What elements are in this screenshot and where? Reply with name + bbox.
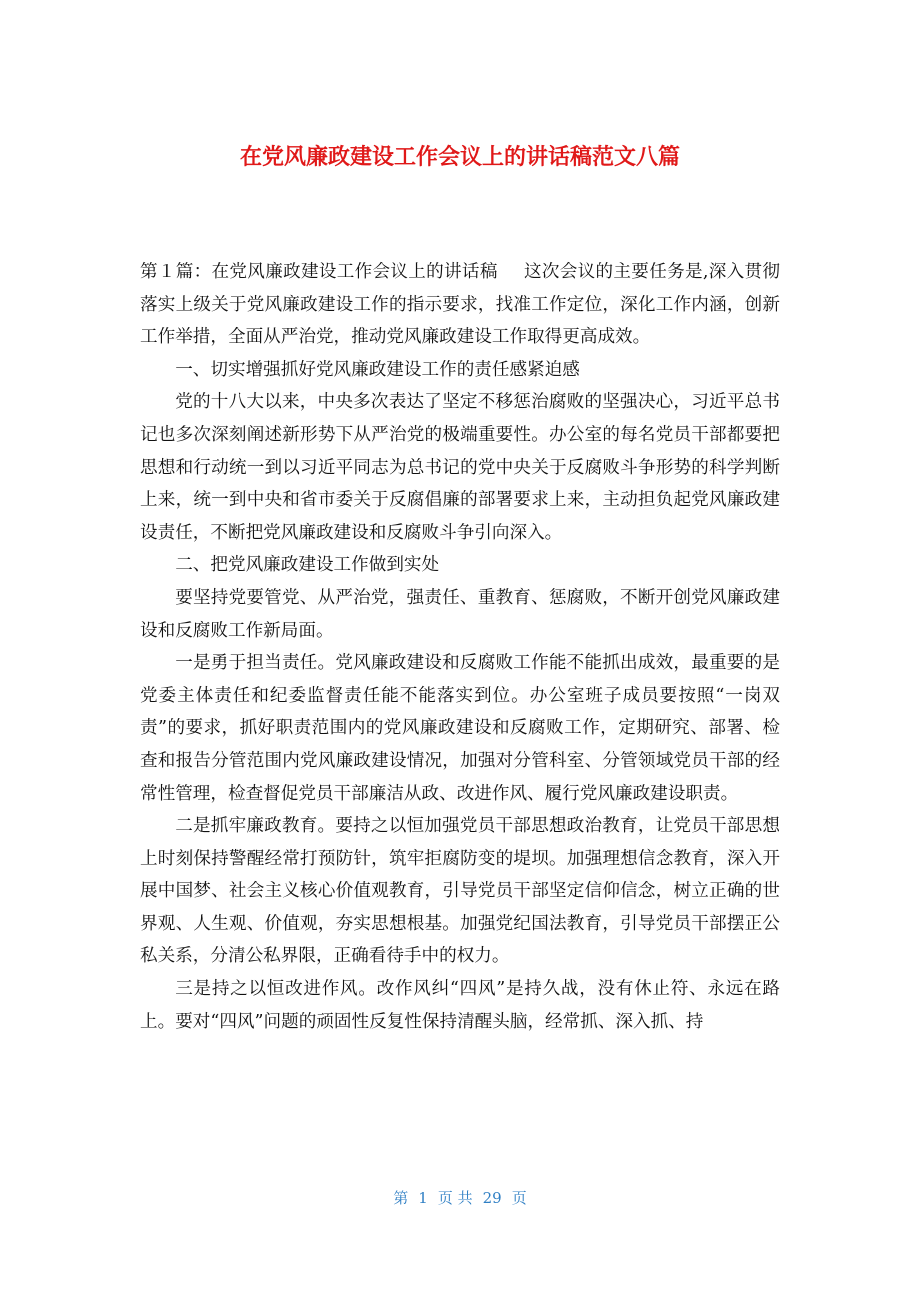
body-paragraph: 一是勇于担当责任。党风廉政建设和反腐败工作能不能抓出成效，最重要的是党委主体责任和纪委监督责任能不能落实到位。办公室班子成员要按照“一岗双责”的要求，抓好职责范围内的党风廉政建设和反腐败工作，定期研究、部署、检查和报告分管范围内党风廉政建设情况，加强对分管科室、分管领域党员干部的经常性管理，检查督促党员干部廉洁从政、改进作风、履行党风廉政建设职责。 bbox=[140, 653, 780, 804]
current-page-number: 1 bbox=[418, 1189, 428, 1207]
document-body bbox=[140, 256, 780, 1038]
page-title: 在党风廉政建设工作会议上的讲话稿范文八篇 bbox=[239, 145, 680, 170]
footer-prefix: 第 bbox=[393, 1189, 409, 1207]
footer-suffix: 页 bbox=[511, 1189, 527, 1207]
body-paragraph: 二是抓牢廉政教育。要持之以恒加强党员干部思想政治教育，让党员干部思想上时刻保持警醒经常打预防针，筑牢拒腐防变的堤坝。加强理想信念教育，深入开展中国梦、社会主义核心价值观教育，引导党员干部坚定信仰信念，树立正确的世界观、人生观、价值观，夯实思想根基。加强党纪国法教育，引导党员干部摆正公私关系，分清公私界限，正确看待手中的权力。 bbox=[140, 816, 780, 967]
body-paragraph-continued: 三是持之以恒改进作风。改作风纠“四风”是持久战，没有休止符、永远在路上。要对“四风”问题的顽固性反复性保持清醒头脑，经常抓、深入抓、持 bbox=[140, 979, 780, 1032]
intro-text: 这次会议的主要任务是,深入贯彻落实上级关于党风廉政建设工作的指示要求，找准工作定位，深化工作内涵，创新工作举措，全面从严治党，推动党风廉政建设工作取得更高成效。 bbox=[140, 262, 780, 348]
body-paragraph: 要坚持党要管党、从严治党，强责任、重教育、惩腐败，不断开创党风廉政建设和反腐败工作新局面。 bbox=[140, 587, 780, 641]
body-paragraph: 党的十八大以来，中央多次表达了坚定不移惩治腐败的坚强决心，习近平总书记也多次深刻阐述新形势下从严治党的极端重要性。办公室的每名党员干部都要把思想和行动统一到以习近平同志为总书记的党中央关于反腐败斗争形势的科学判断上来，统一到中央和省市委关于反腐倡廉的部署要求上来，主动担负起党风廉政建设责任，不断把党风廉政建设和反腐败斗争引向深入。 bbox=[140, 392, 780, 543]
article-heading: 第１篇：在党风廉政建设工作会议上的讲话稿 bbox=[140, 262, 498, 282]
page-footer bbox=[0, 1187, 920, 1208]
section-heading-2: 二、把党风廉政建设工作做到实处 bbox=[175, 555, 440, 576]
intro-paragraph bbox=[140, 256, 780, 354]
footer-middle: 页 共 bbox=[437, 1189, 473, 1207]
total-pages: 29 bbox=[482, 1189, 502, 1207]
section-heading-1: 一、切实增强抓好党风廉政建设工作的责任感紧迫感 bbox=[175, 359, 580, 380]
